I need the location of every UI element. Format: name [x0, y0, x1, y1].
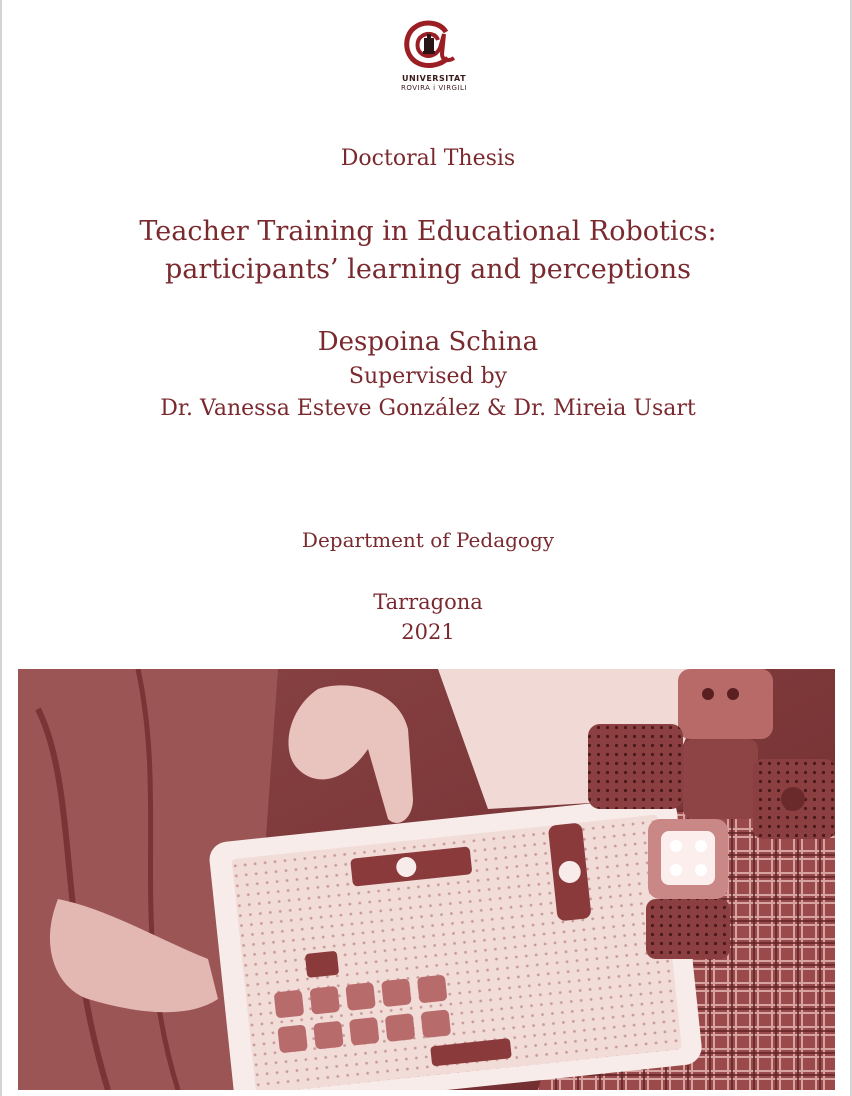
urv-at-sign-logo-icon: [402, 18, 466, 70]
department-name: Department of Pedagogy: [301, 528, 555, 552]
logo-text-line1: UNIVERSITAT: [401, 74, 467, 83]
author-name: Despoina Schina: [317, 327, 539, 357]
year: 2021: [401, 620, 455, 644]
thesis-title-line1: Teacher Training in Educational Robotics:: [139, 216, 717, 247]
cover-photo-tablet-robots: [18, 669, 835, 1090]
city-name: Tarragona: [373, 590, 483, 614]
university-logo: [394, 18, 474, 98]
supervisors-names: Dr. Vanessa Esteve González & Dr. Mireia Usart: [160, 396, 696, 421]
logo-text-line2: ROVIRA i VIRGILI: [400, 84, 468, 92]
supervised-by-label: Supervised by: [348, 364, 508, 389]
document-type: Doctoral Thesis: [340, 146, 516, 171]
thesis-title-line2: participants’ learning and perceptions: [165, 254, 691, 285]
